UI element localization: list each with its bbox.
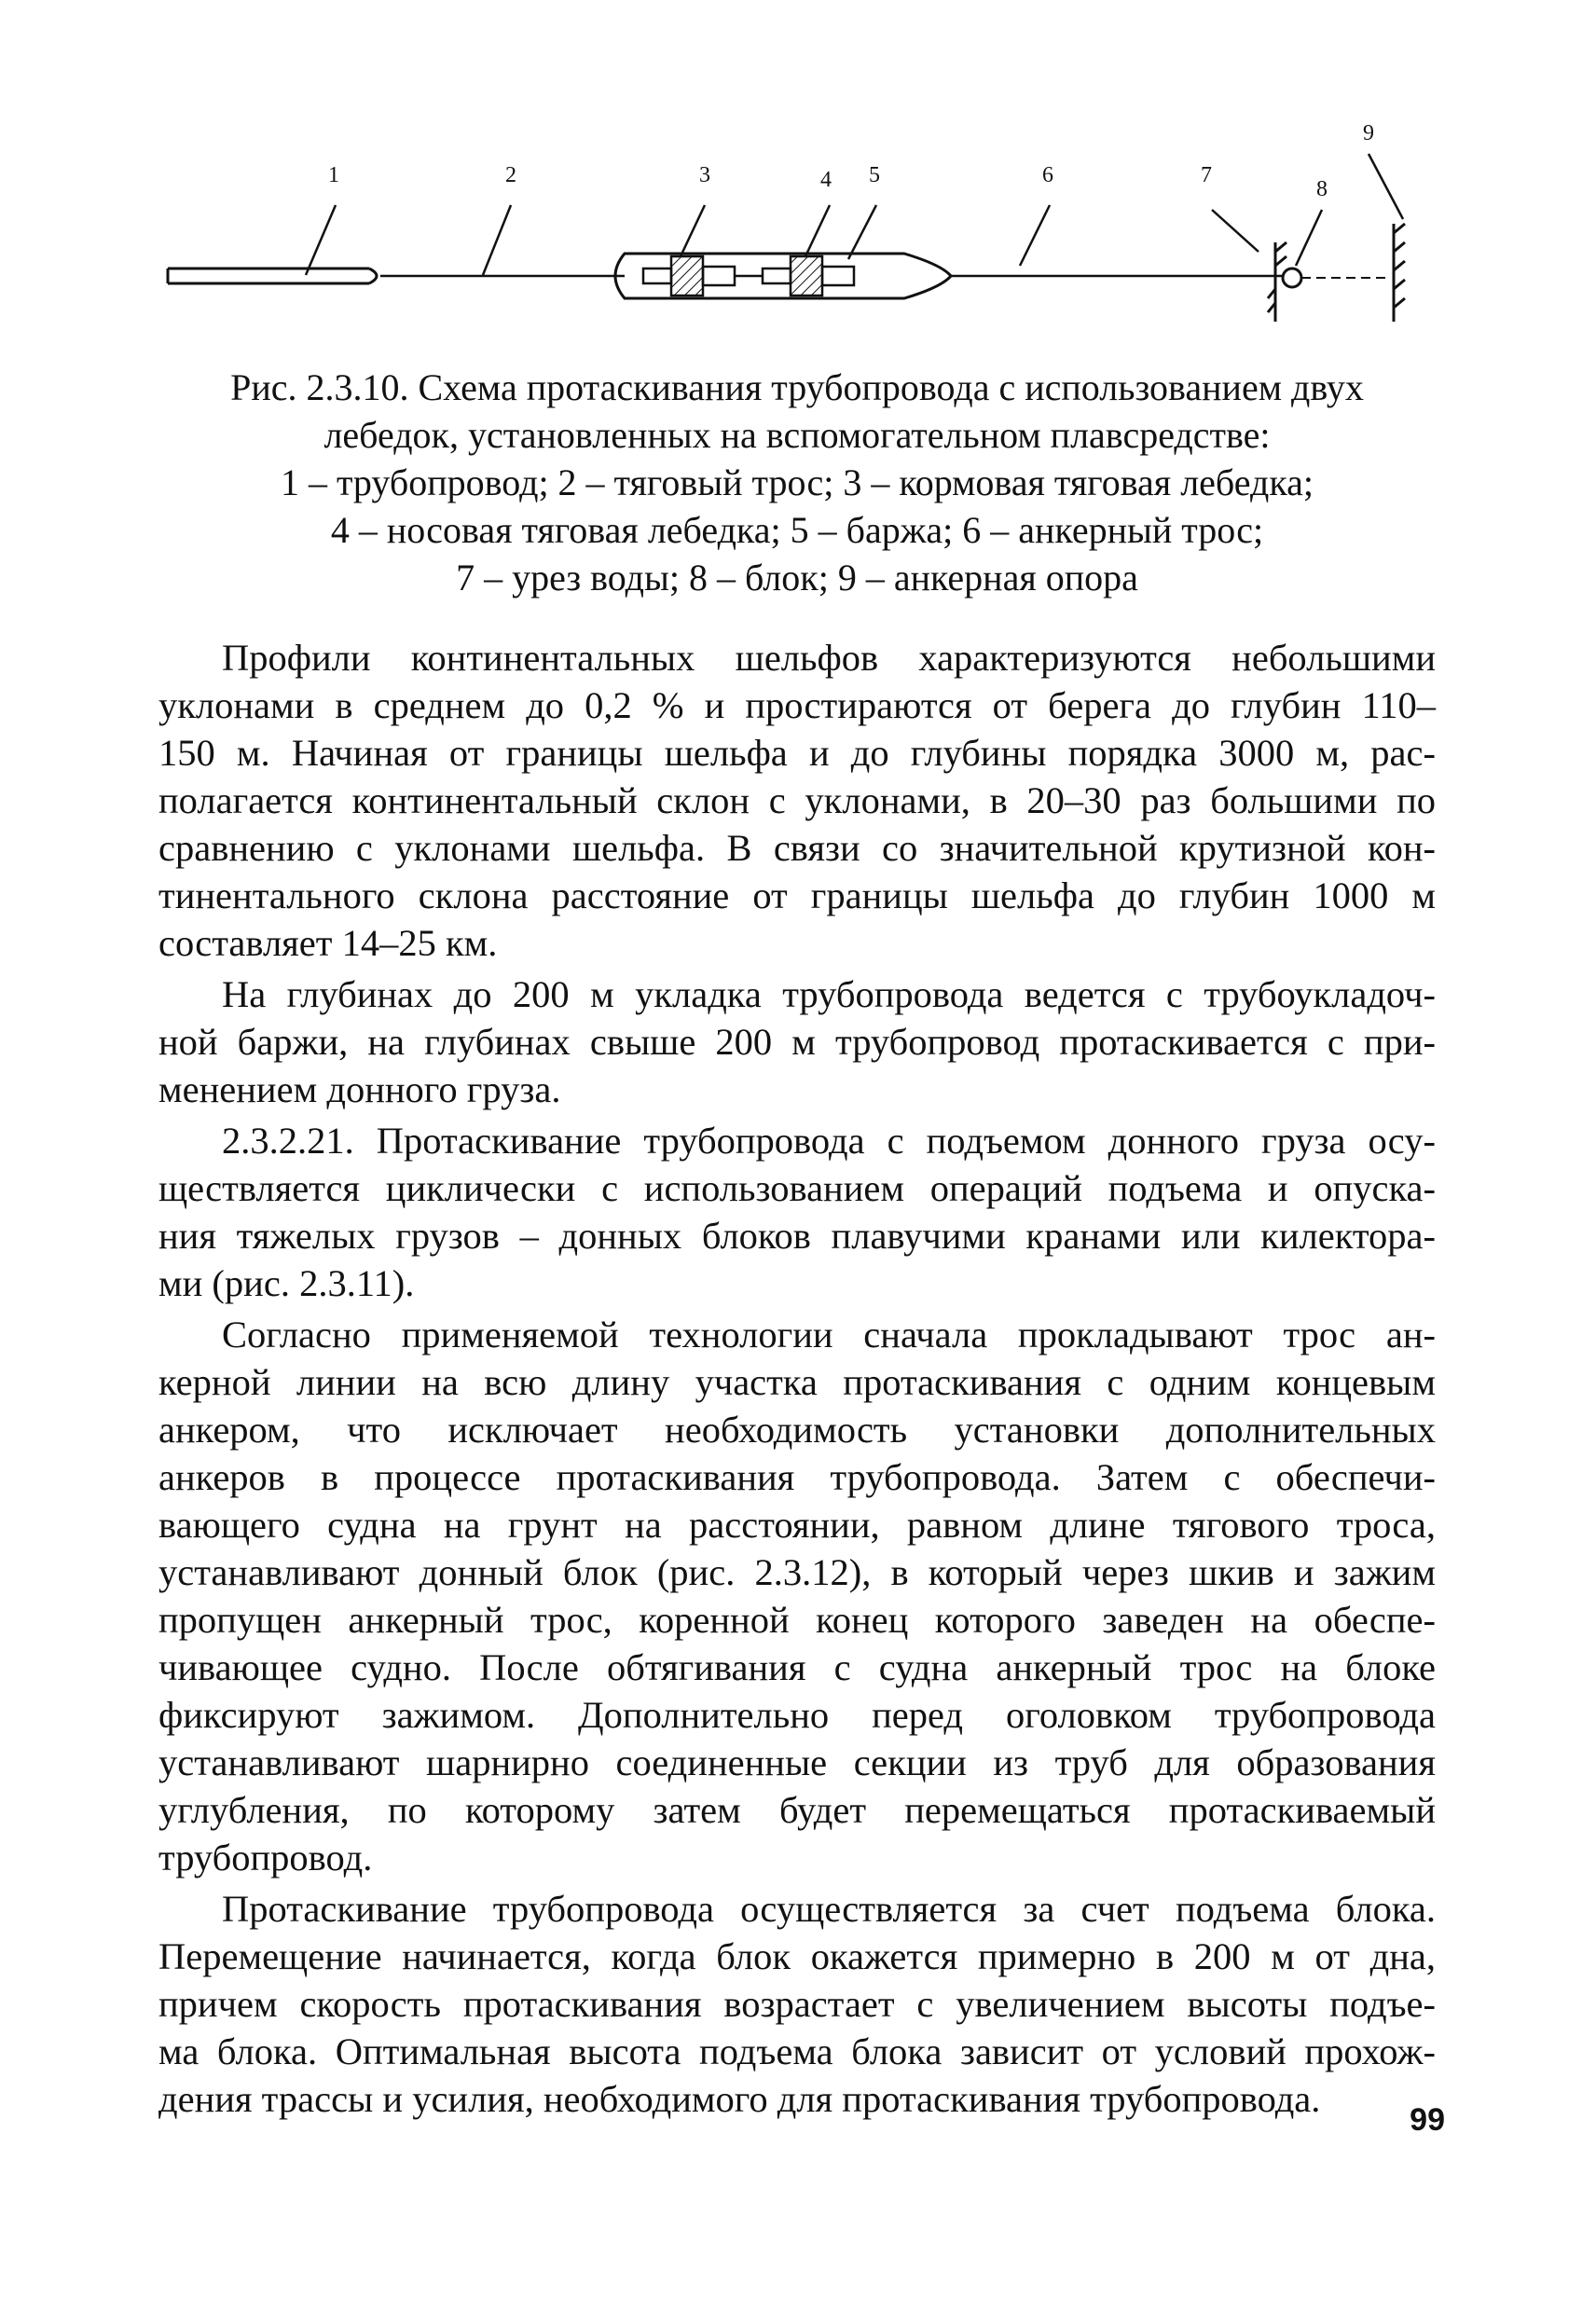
page-number: 99	[1410, 2102, 1445, 2138]
callout-6: 6	[1042, 163, 1053, 187]
caption-line: 1 – трубопровод; 2 – тяговый трос; 3 – кормовая тяговая лебедка;	[280, 461, 1314, 503]
text-line: ма блока. Оптимальная высота подъема блока зависит от условий прохож-	[158, 2030, 1436, 2072]
text-line: составляет 14–25 км.	[158, 922, 498, 964]
text-line: менением донного груза.	[158, 1068, 561, 1110]
text-line: На глубинах до 200 м укладка трубопровода ведется с трубоукладоч-	[222, 973, 1436, 1015]
text-line: ми (рис. 2.3.11).	[158, 1262, 415, 1304]
caption-line: 7 – урез воды; 8 – блок; 9 – анкерная опора	[456, 557, 1138, 599]
callout-3: 3	[699, 163, 710, 187]
body-text	[158, 634, 1436, 2126]
winches-shape	[643, 256, 854, 296]
figure-caption	[158, 364, 1436, 601]
text-line: анкером, что исключает необходимость установки дополнительных	[158, 1409, 1436, 1451]
text-line: 2.3.2.21. Протаскивание трубопровода с подъемом донного груза осу-	[222, 1120, 1436, 1162]
text-line: 150 м. Начиная от границы шельфа и до глубины порядка 3000 м, рас-	[158, 732, 1436, 774]
text-line: устанавливают донный блок (рис. 2.3.12), в который через шкив и зажим	[158, 1551, 1436, 1593]
anchor-support-shape	[1394, 224, 1405, 322]
text-line: чивающее судно. После обтягивания с судна анкерный трос на блоке	[158, 1646, 1436, 1688]
paragraph-pulling-process	[158, 1885, 1436, 2123]
scheme-drawing	[140, 112, 1445, 345]
caption-line: лебедок, установленных на вспомогательном плавсредстве:	[323, 414, 1271, 456]
paragraph-section-2-3-2-21	[158, 1117, 1436, 1307]
caption-line: 4 – носовая тяговая лебедка; 5 – баржа; 6 – анкерный трос;	[330, 509, 1264, 551]
callout-7: 7	[1201, 163, 1212, 187]
text-line: трубопровод.	[158, 1837, 373, 1878]
text-line: дения трассы и усилия, необходимого для протаскивания трубопровода.	[158, 2078, 1321, 2120]
callout-9: 9	[1363, 121, 1374, 145]
text-line: ной баржи, на глубинах свыше 200 м трубопровод протаскивается с при-	[158, 1021, 1436, 1063]
callout-2: 2	[505, 163, 516, 187]
leader-lines	[306, 154, 1403, 275]
text-line: Профили континентальных шельфов характеризуются небольшими	[222, 637, 1436, 679]
text-line: Протаскивание трубопровода осуществляется за счет подъема блока.	[222, 1888, 1436, 1930]
text-line: вающего судна на грунт на расстоянии, равном длине тягового троса,	[158, 1504, 1436, 1546]
callout-5: 5	[869, 163, 880, 187]
pipeline-shape	[168, 268, 377, 283]
callout-1: 1	[328, 163, 339, 187]
paragraph-depths	[158, 970, 1436, 1113]
text-line: пропущен анкерный трос, коренной конец которого заведен на обеспе-	[158, 1599, 1436, 1641]
text-line: сравнению с уклонами шельфа. В связи со значительной крутизной кон-	[158, 827, 1436, 869]
paragraph-shelf-profiles	[158, 634, 1436, 967]
text-line: Согласно применяемой технологии сначала прокладывают трос ан-	[222, 1314, 1436, 1356]
text-line: ществляется циклически с использованием операций подъема и опуска-	[158, 1167, 1436, 1209]
paragraph-technology	[158, 1311, 1436, 1881]
text-line: уклонами в среднем до 0,2 % и простираются от берега до глубин 110–	[158, 684, 1436, 726]
text-line: фиксируют зажимом. Дополнительно перед оголовком трубопровода	[158, 1694, 1436, 1736]
text-line: ния тяжелых грузов – донных блоков плавучими кранами или килектора-	[158, 1215, 1436, 1257]
text-line: тинентального склона расстояние от границы шельфа до глубин 1000 м	[158, 874, 1436, 916]
block-shape	[1283, 268, 1301, 287]
text-line: углубления, по которому затем будет перемещаться протаскиваемый	[158, 1789, 1436, 1831]
text-line: анкеров в процессе протаскивания трубопровода. Затем с обеспечи-	[158, 1456, 1436, 1498]
text-line: устанавливают шарнирно соединенные секции из труб для образования	[158, 1741, 1436, 1783]
callout-4: 4	[820, 168, 832, 192]
text-line: полагается континентальный склон с уклонами, в 20–30 раз большими по	[158, 779, 1436, 821]
callout-8: 8	[1316, 177, 1328, 201]
caption-line: Рис. 2.3.10. Схема протаскивания трубопровода с использованием двух	[230, 366, 1364, 408]
barge-shape	[615, 254, 951, 298]
figure-pipeline-pulling-scheme	[140, 112, 1445, 345]
text-line: причем скорость протаскивания возрастает с увеличением высоты подъе-	[158, 1983, 1436, 2025]
text-line: керной линии на всю длину участка протаскивания с одним концевым	[158, 1361, 1436, 1403]
text-line: Перемещение начинается, когда блок окажется примерно в 200 м от дна,	[158, 1935, 1436, 1977]
